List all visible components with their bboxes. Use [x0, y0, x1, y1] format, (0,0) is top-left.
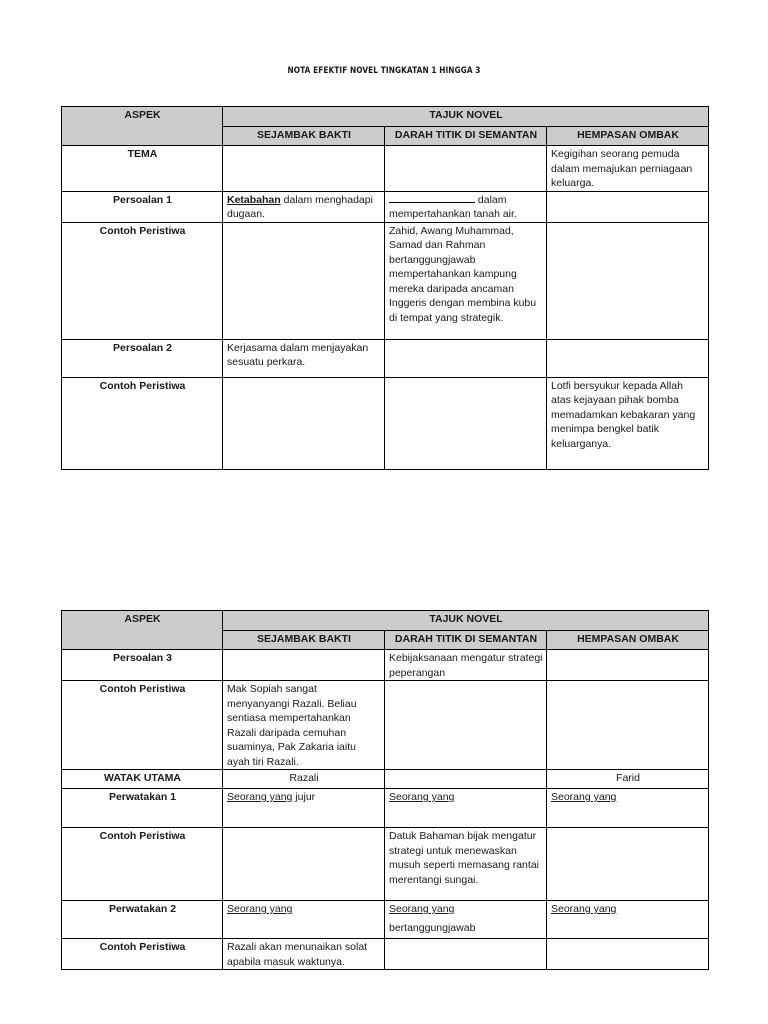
cell-empty [547, 650, 709, 681]
header-sejambak-bakti: SEJAMBAK BAKTI [223, 127, 385, 146]
header-aspek: ASPEK [62, 107, 223, 146]
row-label: Perwatakan 2 [62, 901, 223, 939]
cell-text: Mak Sopiah sangat menyanyangi Razali. Beliau sentiasa mempertahankan Razali daripada cemuhan suaminya, Pak Zakaria iaitu ayah tiri Razali. [223, 681, 385, 770]
cell-empty [385, 681, 547, 770]
row-label: Contoh Peristiwa [62, 377, 223, 469]
cell-empty [547, 339, 709, 377]
row-label: Persoalan 3 [62, 650, 223, 681]
cell-empty [385, 939, 547, 970]
cell-text [385, 191, 547, 222]
bold-keyword: Ketabahan [227, 193, 281, 206]
cell-text-rest: bertanggungjawab [389, 921, 476, 934]
cell-text: Kegigihan seorang pemuda dalam memajukan perniagaan keluarga. [547, 146, 709, 192]
notes-table-2 [61, 610, 709, 970]
cell-empty [223, 146, 385, 192]
table-row-perwatakan-1 [62, 789, 709, 828]
underlined-phrase: Seorang yang [389, 903, 455, 915]
cell-text [223, 789, 385, 828]
row-label: Contoh Peristiwa [62, 939, 223, 970]
underlined-phrase: Seorang yang [551, 791, 617, 803]
table-row-contoh-peristiwa [62, 222, 709, 339]
cell-empty [223, 377, 385, 469]
cell-text [547, 789, 709, 828]
cell-empty [385, 146, 547, 192]
table-row-contoh-peristiwa [62, 377, 709, 469]
row-label: Persoalan 2 [62, 339, 223, 377]
table-row-persoalan-1 [62, 191, 709, 222]
cell-text: Farid [547, 770, 709, 789]
cell-empty [547, 222, 709, 339]
cell-text [547, 901, 709, 939]
cell-empty [547, 939, 709, 970]
header-darah-titik: DARAH TITIK DI SEMANTAN [385, 127, 547, 146]
table-row-persoalan-3 [62, 650, 709, 681]
cell-empty [385, 339, 547, 377]
table-row-perwatakan-2 [62, 901, 709, 939]
notes-table-1 [61, 106, 709, 470]
header-tajuk-novel: TAJUK NOVEL [223, 107, 709, 127]
cell-text: Lotfi bersyukur kepada Allah atas kejayaan pihak bomba memadamkan kebakaran yang menimpa bengkel batik keluarganya. [547, 377, 709, 469]
cell-text: Kebijaksanaan mengatur strategi peperangan [385, 650, 547, 681]
cell-text: Razali akan menunaikan solat apabila masuk waktunya. [223, 939, 385, 970]
table-row-tema [62, 146, 709, 192]
cell-empty [385, 770, 547, 789]
cell-empty [223, 650, 385, 681]
cell-text-rest: dalam menghadapi dugaan. [227, 193, 373, 220]
underlined-phrase: Seorang yang [227, 903, 293, 915]
row-label: TEMA [62, 146, 223, 192]
cell-text: Kerjasama dalam menjayakan sesuatu perkara. [223, 339, 385, 377]
row-label: Contoh Peristiwa [62, 681, 223, 770]
cell-text [385, 901, 547, 939]
cell-text [223, 901, 385, 939]
cell-empty [547, 828, 709, 901]
cell-text [223, 191, 385, 222]
row-label: WATAK UTAMA [62, 770, 223, 789]
row-label: Contoh Peristiwa [62, 222, 223, 339]
document-title: NOTA EFEKTIF NOVEL TINGKATAN 1 HINGGA 3 [287, 66, 481, 76]
cell-empty [223, 222, 385, 339]
table-row-contoh-peristiwa [62, 828, 709, 901]
cell-text: Datuk Bahaman bijak mengatur strategi untuk menewaskan musuh seperti memasang rantai merentangi sungai. [385, 828, 547, 901]
header-tajuk-novel: TAJUK NOVEL [223, 611, 709, 631]
cell-text-rest: jujur [292, 791, 316, 803]
row-label: Perwatakan 1 [62, 789, 223, 828]
cell-text: Zahid, Awang Muhammad, Samad dan Rahman bertanggungjawab mempertahankan kampung mereka daripada ancaman Inggeris dengan membina kubu di tempat yang strategik. [385, 222, 547, 339]
cell-empty [223, 828, 385, 901]
fill-in-blank [389, 193, 475, 203]
table-row-watak-utama [62, 770, 709, 789]
header-hempasan-ombak: HEMPASAN OMBAK [547, 127, 709, 146]
underlined-phrase: Seorang yang [551, 903, 617, 915]
table-row-contoh-peristiwa [62, 939, 709, 970]
table-row-persoalan-2 [62, 339, 709, 377]
cell-empty [385, 377, 547, 469]
header-aspek: ASPEK [62, 611, 223, 650]
cell-text [385, 789, 547, 828]
row-label: Contoh Peristiwa [62, 828, 223, 901]
cell-empty [547, 681, 709, 770]
header-darah-titik: DARAH TITIK DI SEMANTAN [385, 631, 547, 650]
header-sejambak-bakti: SEJAMBAK BAKTI [223, 631, 385, 650]
underlined-phrase: Seorang yang [389, 791, 455, 803]
cell-empty [547, 191, 709, 222]
underlined-phrase: Seorang yang [227, 791, 293, 803]
table-row-contoh-peristiwa [62, 681, 709, 770]
cell-text: Razali [223, 770, 385, 789]
header-hempasan-ombak: HEMPASAN OMBAK [547, 631, 709, 650]
cell-text-rest: dalam mempertahankan tanah air. [389, 193, 517, 220]
row-label: Persoalan 1 [62, 191, 223, 222]
